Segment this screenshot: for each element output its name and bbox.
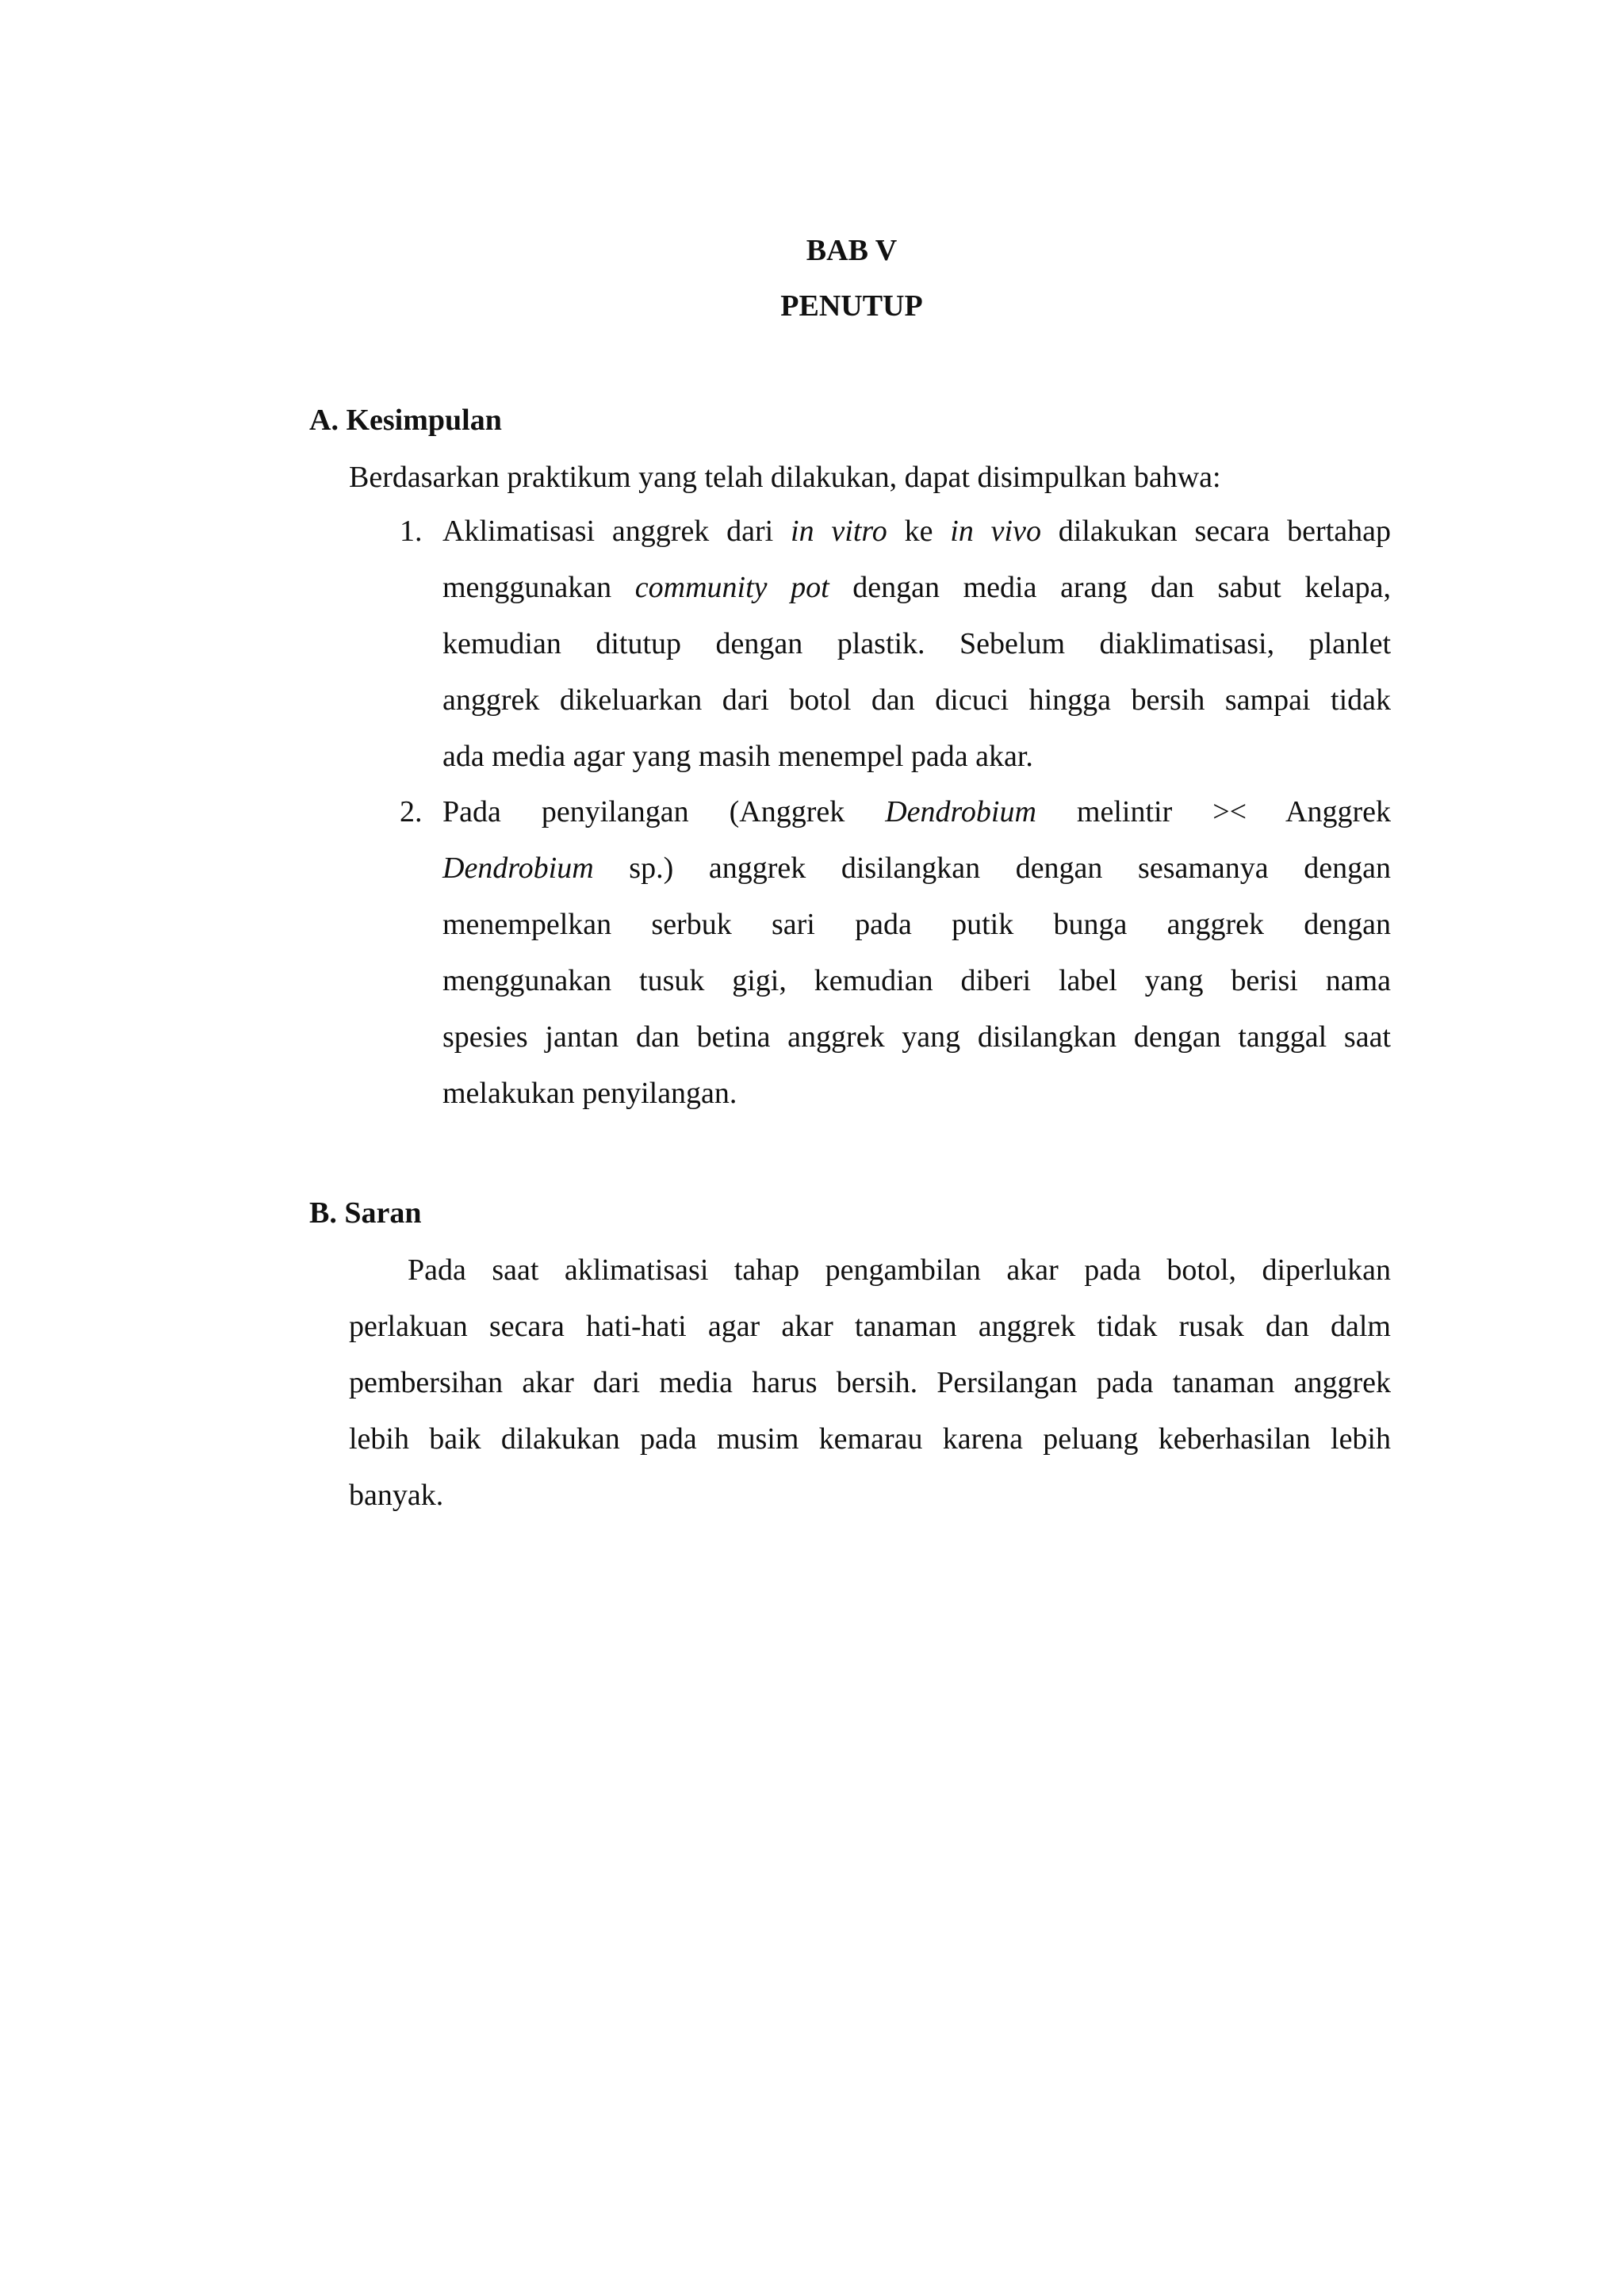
italic-term: community pot [634,571,829,604]
paragraph-line: Pada saat aklimatisasi tahap pengambilan akar pada botol, diperlukan [408,1253,1391,1287]
chapter-label: BAB V [806,234,898,267]
paragraph-line: lebih baik dilakukan pada musim kemarau karena peluang keberhasilan lebih [349,1422,1391,1456]
list-item-line: Dendrobium sp.) anggrek disilangkan dengan sesamanya dengan [442,851,1391,885]
list-item-number: 2. [400,795,423,828]
italic-term: in vitro [791,515,887,548]
section-heading-saran: B. Saran [309,1196,422,1230]
list-item-line: Pada penyilangan (Anggrek Dendrobium melintir >< Anggrek [442,795,1391,828]
italic-term: in vivo [950,515,1041,548]
list-item-line: menempelkan serbuk sari pada putik bunga anggrek dengan [442,908,1391,941]
list-item-line: anggrek dikeluarkan dari botol dan dicuci hingga bersih sampai tidak [442,683,1391,717]
list-item-line: menggunakan tusuk gigi, kemudian diberi label yang berisi nama [442,964,1391,997]
paragraph-line: pembersihan akar dari media harus bersih. Persilangan pada tanaman anggrek [349,1366,1391,1399]
list-item-line: Aklimatisasi anggrek dari in vitro ke in vivo dilakukan secara bertahap [442,515,1391,548]
kesimpulan-intro: Berdasarkan praktikum yang telah dilakukan, dapat disimpulkan bahwa: [349,461,1221,494]
chapter-title: PENUTUP [780,289,923,323]
italic-term: Dendrobium [885,795,1036,828]
italic-term: Dendrobium [442,851,594,885]
paragraph-line: banyak. [349,1479,444,1512]
section-heading-kesimpulan: A. Kesimpulan [309,404,502,437]
paragraph-line: perlakuan secara hati-hati agar akar tanaman anggrek tidak rusak dan dalm [349,1310,1391,1343]
list-item-line: menggunakan community pot dengan media arang dan sabut kelapa, [442,571,1392,604]
list-item-line: spesies jantan dan betina anggrek yang disilangkan dengan tanggal saat [442,1020,1391,1054]
kesimpulan-list [400,0,1391,1189]
list-item-number: 1. [400,515,423,548]
list-item-line: kemudian ditutup dengan plastik. Sebelum diaklimatisasi, planlet [442,627,1391,660]
list-item-line: ada media agar yang masih menempel pada akar. [442,740,1033,773]
list-item-line: melakukan penyilangan. [442,1077,737,1110]
